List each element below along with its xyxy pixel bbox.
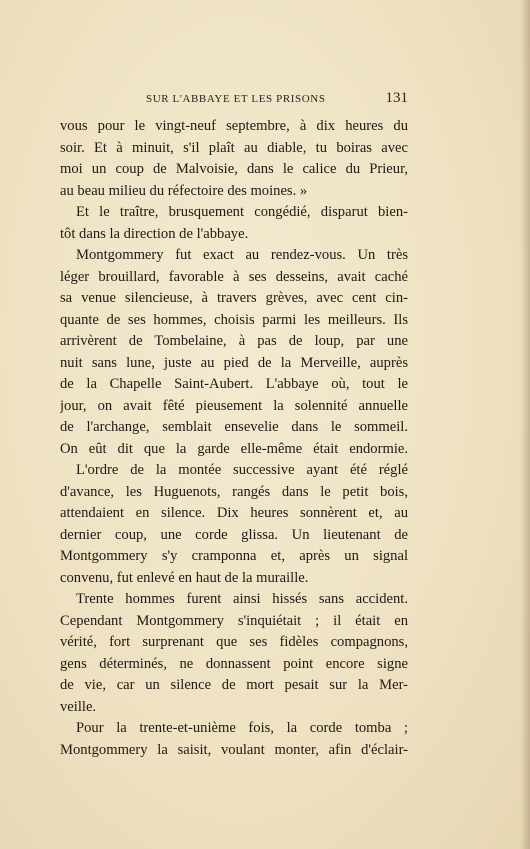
text-line: veille. — [60, 698, 97, 715]
text-line: On eût dit que la garde elle-même était endormie. — [60, 440, 408, 457]
text-line: arrivèrent de Tombelaine, à pas de loup, par une — [60, 333, 408, 349]
text-line: Montgommery fut exact au rendez-vous. Un très — [76, 247, 408, 263]
text-line: d'avance, les Huguenots, rangés dans le petit bois, — [60, 483, 408, 500]
text-line: convenu, fut enlevé en haut de la muraille. — [60, 569, 309, 586]
text-line: soir. Et à minuit, s'il plaît au diable, tu boiras avec — [60, 139, 408, 156]
text-line: dernier coup, une corde glissa. Un lieutenant de — [60, 526, 408, 543]
text-line: vérité, fort surprenant que ses fidèles compagnons, — [60, 634, 408, 650]
body-text — [60, 116, 408, 761]
text-line: Pour la trente-et-unième fois, la corde tomba ; — [76, 720, 408, 736]
page-number: 131 — [385, 90, 408, 106]
text-line: nuit sans lune, juste au pied de la Merveille, auprès — [60, 354, 408, 371]
text-line: attendaient en silence. Dix heures sonnèrent et, au — [60, 505, 408, 521]
text-line: vous pour le vingt-neuf septembre, à dix heures du — [60, 118, 408, 134]
text-line: jour, on avait fêté pieusement la solennité annuelle — [60, 397, 408, 414]
text-line: Et le traître, brusquement congédié, disparut bien- — [76, 204, 408, 220]
text-line: L'ordre de la montée successive ayant été réglé — [76, 462, 408, 478]
text-line: Cependant Montgommery s'inquiétait ; il était en — [60, 612, 408, 629]
text-line: au beau milieu du réfectoire des moines. » — [60, 182, 308, 199]
text-line: quante de ses hommes, choisis parmi les meilleurs. Ils — [60, 311, 408, 328]
text-line: léger brouillard, favorable à ses desseins, avait caché — [60, 268, 408, 285]
page-edge-shadow — [520, 0, 530, 849]
text-line: de la Chapelle Saint-Aubert. L'abbaye où, tout le — [60, 376, 408, 392]
text-line: moi un coup de Malvoisie, dans le calice du Prieur, — [60, 161, 408, 177]
running-head: SUR L'ABBAYE ET LES PRISONS — [146, 93, 326, 105]
text-line: de vie, car un silence de mort pesait sur la Mer- — [60, 677, 408, 693]
text-line: de l'archange, semblait ensevelie dans le sommeil. — [60, 419, 408, 435]
text-line: gens déterminés, ne donnassent point encore signe — [60, 655, 408, 672]
text-line: Trente hommes furent ainsi hissés sans accident. — [76, 591, 408, 607]
text-line: Montgommery s'y cramponna et, après un signal — [60, 548, 408, 564]
text-line: sa venue silencieuse, à travers grèves, avec cent cin- — [60, 290, 408, 306]
page-header — [60, 90, 408, 110]
text-line: tôt dans la direction de l'abbaye. — [60, 225, 249, 242]
text-line: Montgommery la saisit, voulant monter, afin d'éclair- — [60, 741, 408, 758]
